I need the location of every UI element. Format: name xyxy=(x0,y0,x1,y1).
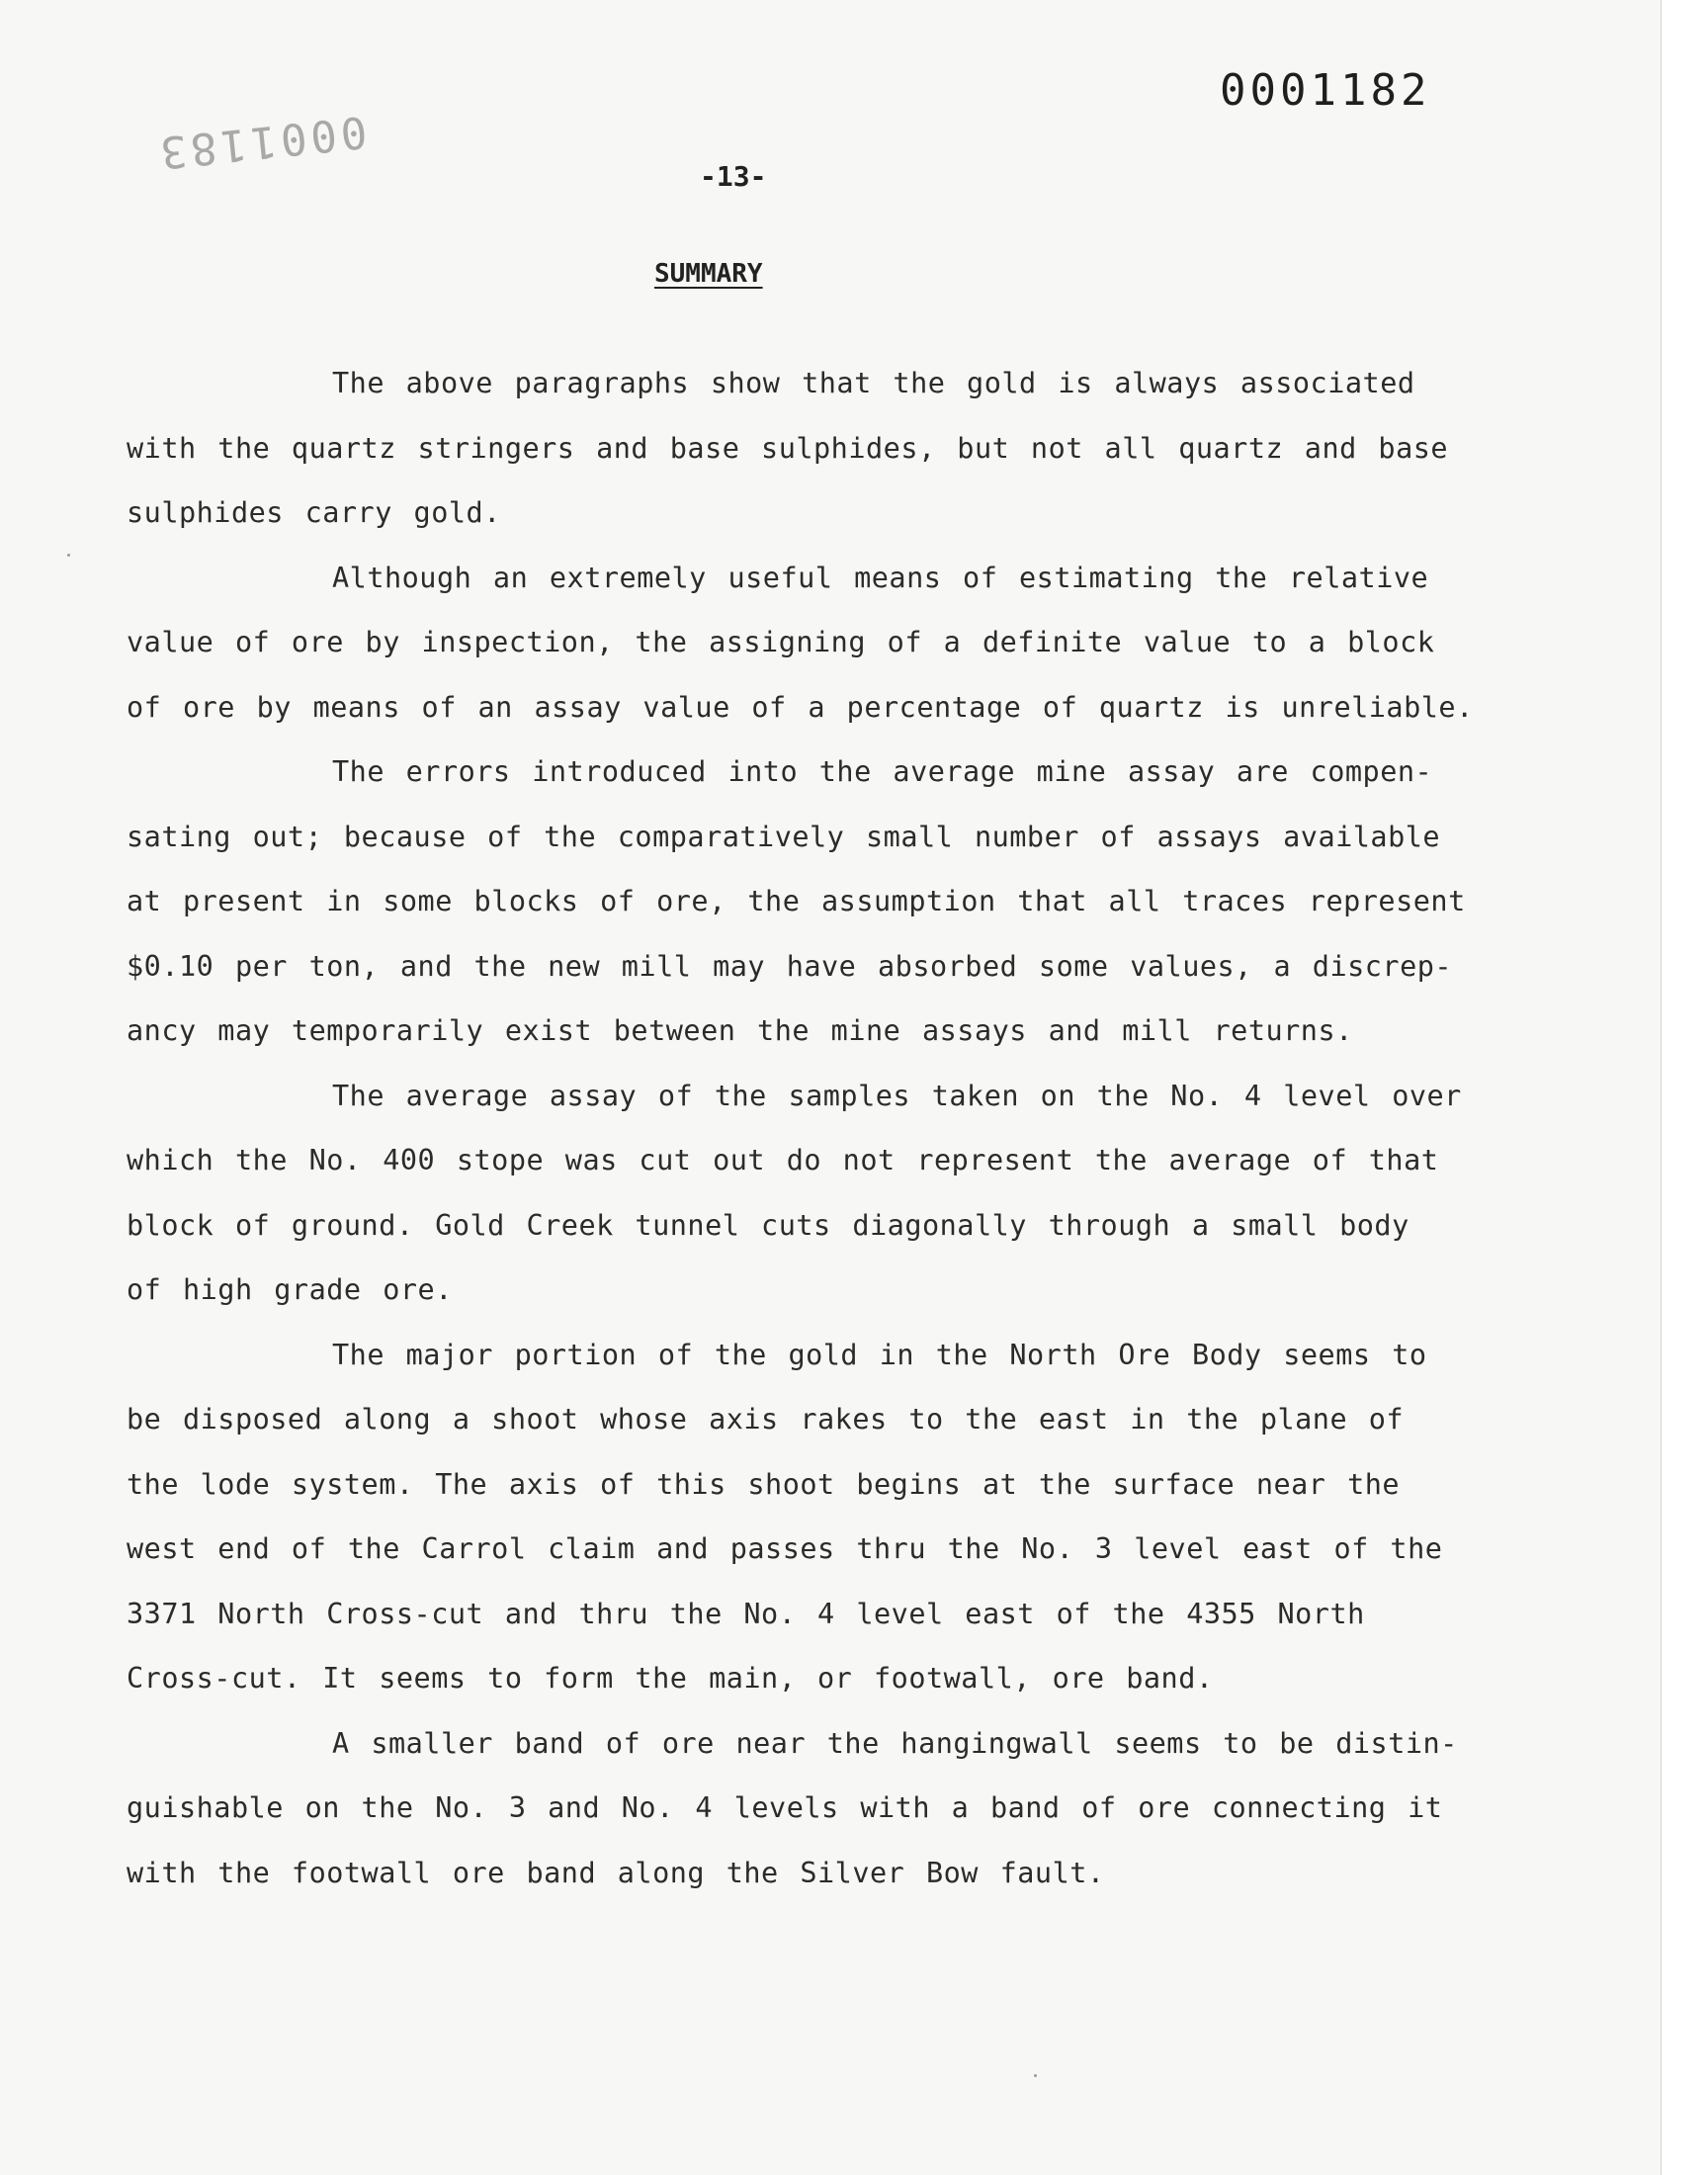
stamped-document-number: 0001183 xyxy=(153,105,370,179)
page-number: -13- xyxy=(700,160,767,193)
paper-speck xyxy=(67,554,70,557)
document-number: 0001182 xyxy=(1220,65,1431,116)
paragraph-line: Although an extremely useful means of estimating the relative xyxy=(332,561,1429,594)
paragraph-1 xyxy=(127,351,1609,546)
paragraph-line: be disposed along a shoot whose axis rakes to the east in the plane of xyxy=(127,1403,1405,1436)
paragraph-line: the lode system. The axis of this shoot begins at the surface near the xyxy=(127,1467,1401,1501)
paragraph-line: sating out; because of the comparatively small number of assays available xyxy=(127,820,1441,853)
paragraph-line: guishable on the No. 3 and No. 4 levels with a band of ore connecting it xyxy=(127,1791,1443,1824)
paragraph-line: of ore by means of an assay value of a percentage of quartz is unreliable. xyxy=(127,690,1474,724)
paragraph-line: The major portion of the gold in the North Ore Body seems to xyxy=(332,1338,1427,1371)
paragraph-2 xyxy=(127,546,1609,740)
paragraph-line: which the No. 400 stope was cut out do not represent the average of that xyxy=(127,1144,1439,1176)
paragraph-line: ancy may temporarily exist between the mine assays and mill returns. xyxy=(127,1014,1353,1047)
paragraph-line: Cross-cut. It seems to form the main, or footwall, ore band. xyxy=(127,1662,1214,1695)
paragraph-line: sulphides carry gold. xyxy=(127,496,501,529)
paragraph-line: The errors introduced into the average mine assay are compen- xyxy=(332,755,1433,788)
paragraph-line: west end of the Carrol claim and passes thru the No. 3 level east of the xyxy=(127,1532,1443,1565)
paper-speck xyxy=(1034,2074,1037,2077)
paragraph-line: The above paragraphs show that the gold is always associated xyxy=(332,367,1415,399)
paragraph-line: 3371 North Cross-cut and thru the No. 4 level east of the 4355 North xyxy=(127,1597,1365,1630)
paragraph-4 xyxy=(127,1064,1609,1323)
paragraph-line: of high grade ore. xyxy=(127,1273,453,1306)
section-heading: SUMMARY xyxy=(654,259,763,289)
paragraph-line: The average assay of the samples taken on the No. 4 level over xyxy=(332,1079,1462,1112)
page-edge xyxy=(1661,0,1708,2175)
paragraph-5 xyxy=(127,1323,1609,1711)
paragraph-line: value of ore by inspection, the assigning of a definite value to a block xyxy=(127,626,1435,658)
paragraph-line: with the footwall ore band along the Silver Bow fault. xyxy=(127,1856,1105,1889)
paragraph-line: A smaller band of ore near the hangingwall seems to be distin- xyxy=(332,1726,1458,1760)
paragraph-line: $0.10 per ton, and the new mill may have absorbed some values, a discrep- xyxy=(127,949,1453,983)
body-text xyxy=(127,351,1609,1905)
paragraph-3 xyxy=(127,740,1609,1064)
paragraph-6 xyxy=(127,1711,1609,1906)
paragraph-line: block of ground. Gold Creek tunnel cuts diagonally through a small body xyxy=(127,1208,1409,1242)
paragraph-line: with the quartz stringers and base sulphides, but not all quartz and base xyxy=(127,431,1449,465)
paragraph-line: at present in some blocks of ore, the assumption that all traces represent xyxy=(127,885,1466,917)
